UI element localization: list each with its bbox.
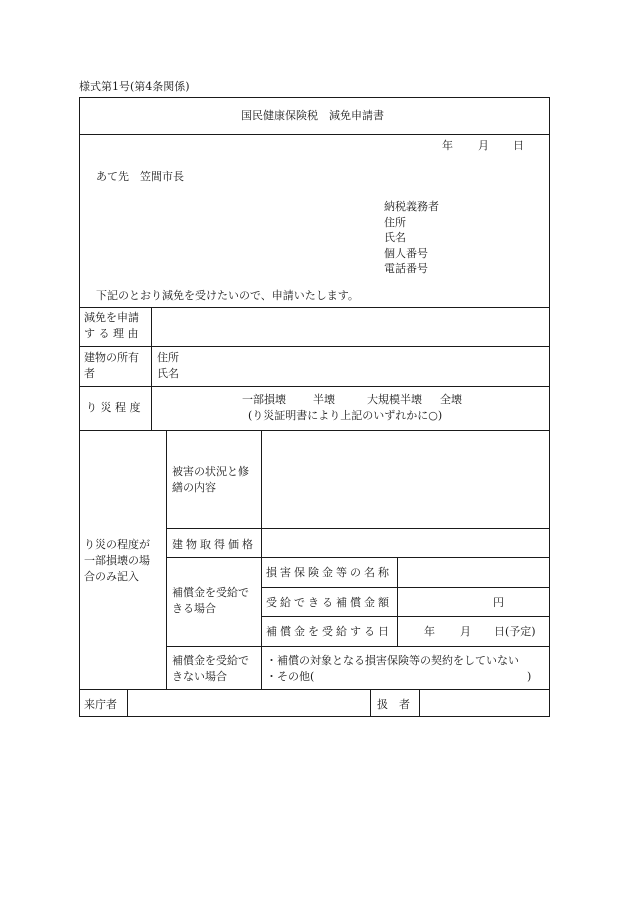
receipt-date-label: 補償金を受給する日 <box>266 625 392 638</box>
divider <box>397 557 398 646</box>
divider <box>166 528 550 529</box>
visitor-label: 来庁者 <box>84 698 117 711</box>
yen-unit: 円 <box>493 596 504 609</box>
damage-content-label-line2: 繕の内容 <box>172 481 216 494</box>
owner-name-label[interactable]: 氏名 <box>157 367 179 380</box>
handler-label: 扱 者 <box>377 698 410 711</box>
divider <box>261 587 550 588</box>
receipt-day-planned[interactable]: 日(予定) <box>494 625 536 638</box>
reduction-application-form <box>79 97 550 717</box>
date-day-label[interactable]: 日 <box>513 139 524 152</box>
partial-damage-label-line3: 合のみ記入 <box>84 570 139 583</box>
divider <box>80 386 550 387</box>
reason-label-line2: す る 理 由 <box>84 327 139 340</box>
divider <box>370 689 371 717</box>
other-item[interactable]: ・その他( <box>266 670 315 683</box>
degree-option-total[interactable]: 全壊 <box>440 393 462 406</box>
building-cost-label: 建物取得価格 <box>172 538 256 551</box>
receipt-year[interactable]: 年 <box>424 625 435 638</box>
insurance-name-label: 損害保険金等の名称 <box>266 566 392 579</box>
disaster-degree-label: り 災 程 度 <box>86 401 141 414</box>
divider <box>80 430 550 431</box>
divider <box>166 430 167 689</box>
personal-number-label[interactable]: 個人番号 <box>384 247 428 260</box>
divider <box>80 346 550 347</box>
date-year-label[interactable]: 年 <box>442 139 453 152</box>
other-item-close-paren: ) <box>527 670 532 683</box>
phone-number-label[interactable]: 電話番号 <box>384 262 428 275</box>
addressee: あて先 笠間市長 <box>96 170 184 183</box>
receipt-month[interactable]: 月 <box>460 625 471 638</box>
divider <box>151 307 152 430</box>
reason-label-line1: 減免を申請 <box>84 311 139 324</box>
disaster-degree-note: (り災証明書により上記のいずれかに○) <box>248 409 443 422</box>
divider <box>261 430 262 689</box>
no-compensation-label-line2: きない場合 <box>172 670 227 683</box>
no-insurance-contract-item[interactable]: ・補償の対象となる損害保険等の契約をしていない <box>266 654 519 667</box>
divider <box>166 646 550 647</box>
divider <box>80 134 550 135</box>
degree-option-half[interactable]: 半壊 <box>313 393 335 406</box>
divider <box>80 689 550 690</box>
form-title: 国民健康保険税 減免申請書 <box>241 109 384 122</box>
applicant-address-label[interactable]: 住所 <box>384 216 406 229</box>
partial-damage-label-line1: り災の程度が <box>84 538 150 551</box>
applicant-name-label[interactable]: 氏名 <box>384 231 406 244</box>
partial-damage-label-line2: 一部損壊の場 <box>84 554 150 567</box>
compensation-amount-label: 受給できる補償金額 <box>266 596 392 609</box>
divider <box>261 616 550 617</box>
owner-address-label[interactable]: 住所 <box>157 351 179 364</box>
no-compensation-label-line1: 補償金を受給で <box>172 654 249 667</box>
divider <box>127 689 128 717</box>
date-month-label[interactable]: 月 <box>478 139 489 152</box>
form-number: 様式第1号(第4条関係) <box>79 80 190 93</box>
divider <box>166 557 550 558</box>
owner-label-line2: 者 <box>84 367 95 380</box>
degree-option-large-half[interactable]: 大規模半壊 <box>367 393 422 406</box>
compensation-label-line1: 補償金を受給で <box>172 586 249 599</box>
degree-option-partial[interactable]: 一部損壊 <box>242 393 286 406</box>
damage-content-label-line1: 被害の状況と修 <box>172 465 249 478</box>
divider <box>419 689 420 717</box>
request-statement: 下記のとおり減免を受けたいので、申請いたします。 <box>96 289 359 302</box>
compensation-label-line2: きる場合 <box>172 602 216 615</box>
taxpayer-label[interactable]: 納税義務者 <box>384 200 439 213</box>
owner-label-line1: 建物の所有 <box>84 351 139 364</box>
